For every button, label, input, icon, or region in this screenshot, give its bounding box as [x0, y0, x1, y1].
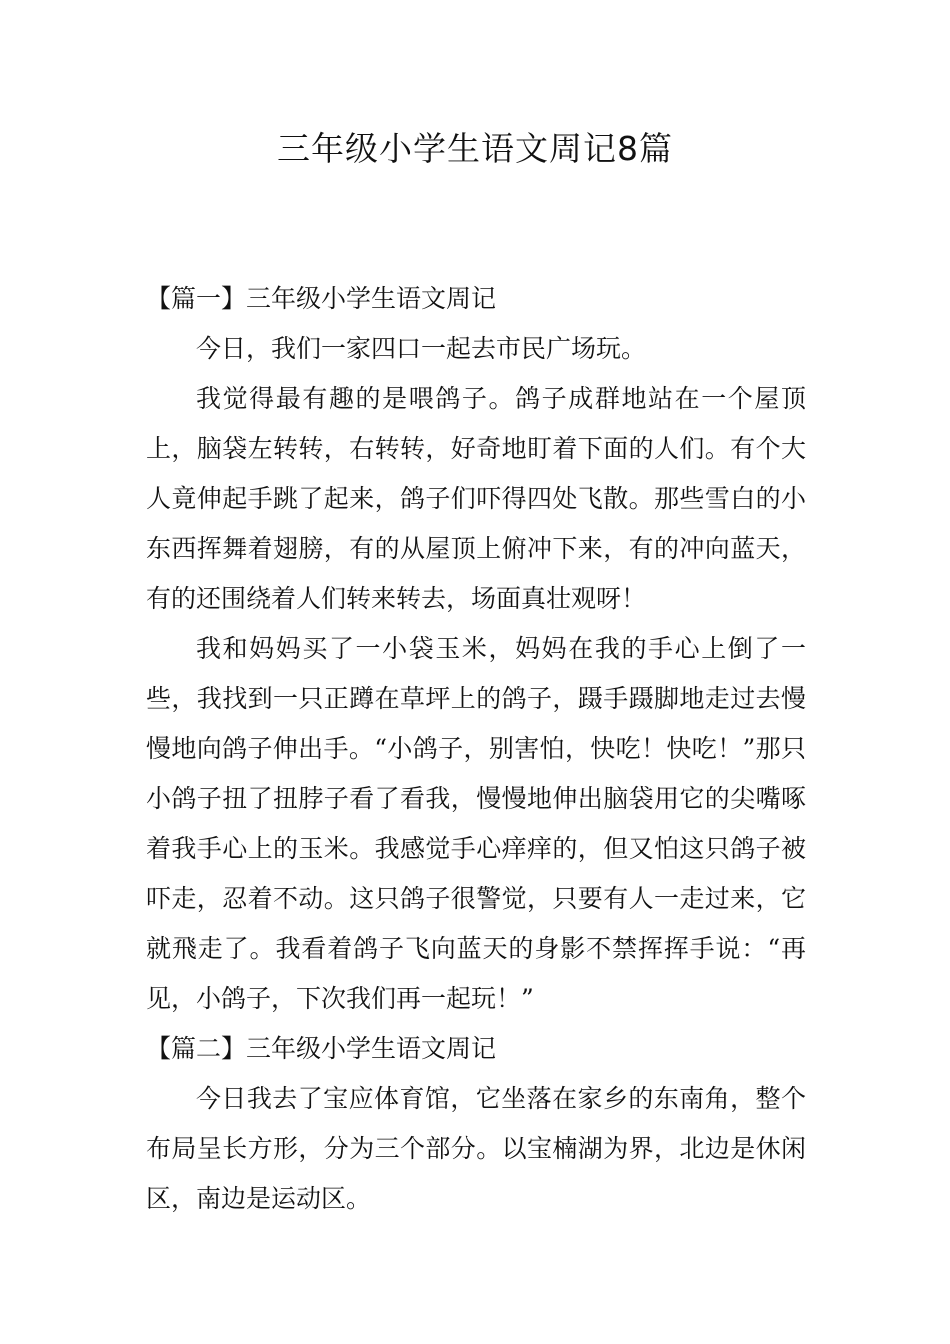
page-title: 三年级小学生语文周记8篇 — [277, 129, 673, 168]
section-heading-2: 【篇二】三年级小学生语文周记 — [146, 1034, 497, 1063]
paragraph: 今日我去了宝应体育馆，它坐落在家乡的东南角，整个布局呈长方形，分为三个部分。以宝楠湖为界，北边是休闲区，南边是运动区。 — [146, 1084, 806, 1213]
paragraph: 今日，我们一家四口一起去市民广场玩。 — [196, 334, 647, 363]
section-heading-1: 【篇一】三年级小学生语文周记 — [146, 284, 497, 313]
paragraph: 我和妈妈买了一小袋玉米，妈妈在我的手心上倒了一些，我找到一只正蹲在草坪上的鸽子，蹑手蹑脚地走过去慢慢地向鸽子伸出手。“小鸽子，别害怕，快吃！快吃！”那只小鸽子扭了扭脖子看了看我，慢慢地伸出脑袋用它的尖嘴啄着我手心上的玉米。我感觉手心痒痒的，但又怕这只鸽子被吓走，忍着不动。这只鸽子很警觉，只要有人一走过来，它就飛走了。我看着鸽子飞向蓝天的身影不禁挥挥手说：“再见，小鸽子，下次我们再一起玩！” — [146, 634, 806, 1013]
document-body — [146, 274, 806, 1224]
paragraph: 我觉得最有趣的是喂鸽子。鸽子成群地站在一个屋顶上，脑袋左转转，右转转，好奇地盯着下面的人们。有个大人竟伸起手跳了起来，鸽子们吓得四处飞散。那些雪白的小东西挥舞着翅膀，有的从屋顶上俯冲下来，有的冲向蓝天，有的还围绕着人们转来转去，场面真壮观呀！ — [146, 384, 806, 613]
